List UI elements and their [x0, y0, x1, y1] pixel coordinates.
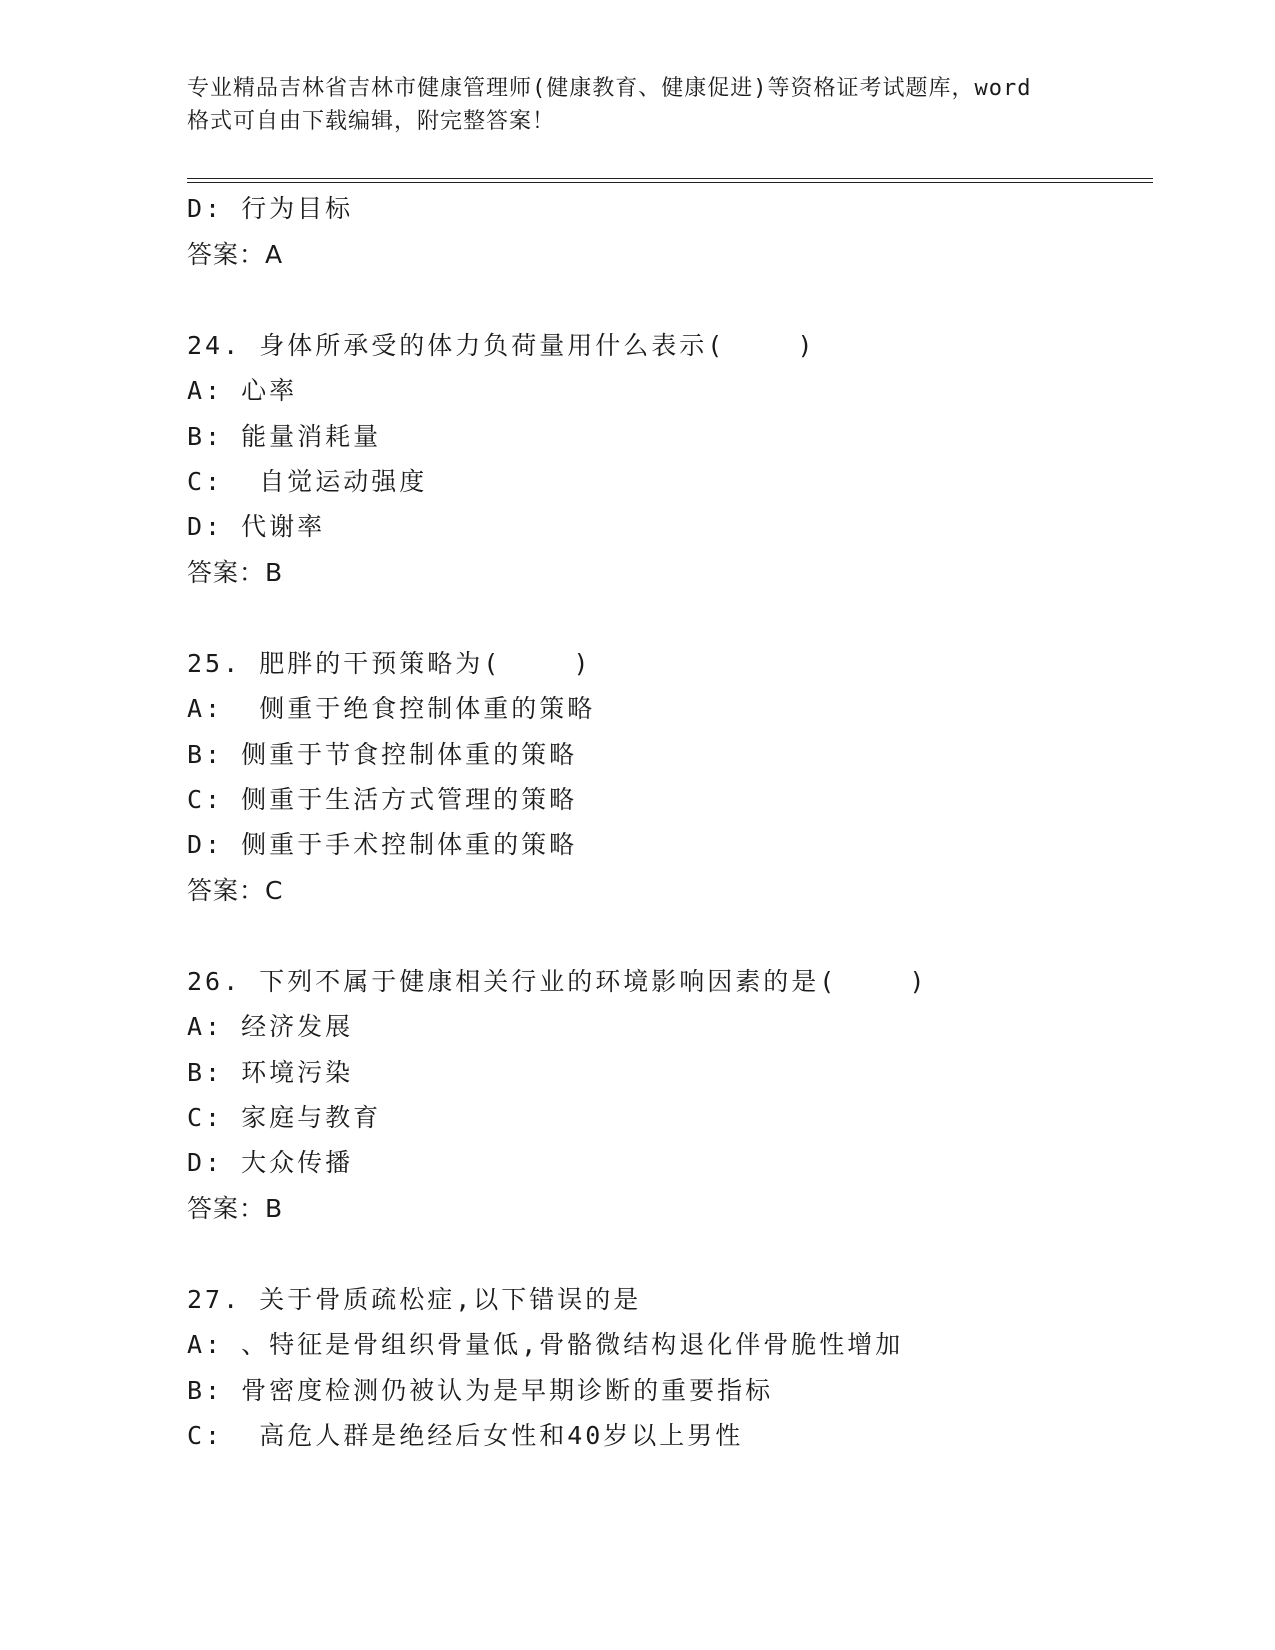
header-divider-bottom: [187, 182, 1153, 183]
answer-line: 答案：A: [187, 240, 284, 269]
option-line: A: 侧重于绝食控制体重的策略: [187, 694, 596, 723]
answer-line: 答案：B: [187, 558, 284, 587]
option-line: B: 能量消耗量: [187, 422, 382, 451]
option-line: B: 环境污染: [187, 1058, 354, 1087]
option-line: A: 心率: [187, 376, 298, 405]
answer-line: 答案：B: [187, 1194, 284, 1223]
option-line: C: 家庭与教育: [187, 1103, 382, 1132]
option-line: A: 经济发展: [187, 1012, 354, 1041]
option-line: D: 代谢率: [187, 512, 326, 541]
document-header: [187, 72, 1087, 138]
question-stem: 26. 下列不属于健康相关行业的环境影响因素的是( ): [187, 967, 928, 996]
option-line: D: 行为目标: [187, 194, 354, 223]
option-line: D: 侧重于手术控制体重的策略: [187, 830, 578, 859]
option-line: C: 侧重于生活方式管理的策略: [187, 785, 578, 814]
question-stem: 24. 身体所承受的体力负荷量用什么表示( ): [187, 331, 816, 360]
option-line: C: 自觉运动强度: [187, 467, 428, 496]
answer-line: 答案：C: [187, 876, 284, 905]
option-line: D: 大众传播: [187, 1148, 354, 1177]
option-line: A: 、特征是骨组织骨量低,骨骼微结构退化伴骨脆性增加: [187, 1330, 904, 1359]
question-stem: 25. 肥胖的干预策略为( ): [187, 649, 592, 678]
question-stem: 27. 关于骨质疏松症,以下错误的是: [187, 1285, 642, 1314]
option-line: B: 骨密度检测仍被认为是早期诊断的重要指标: [187, 1376, 774, 1405]
header-divider-top: [187, 178, 1153, 179]
header-line-2: 格式可自由下载编辑，附完整答案！: [187, 109, 556, 134]
option-line: C: 高危人群是绝经后女性和40岁以上男性: [187, 1421, 744, 1450]
header-line-1: 专业精品吉林省吉林市健康管理师(健康教育、健康促进)等资格证考试题库，word: [187, 76, 1032, 101]
option-line: B: 侧重于节食控制体重的策略: [187, 740, 578, 769]
